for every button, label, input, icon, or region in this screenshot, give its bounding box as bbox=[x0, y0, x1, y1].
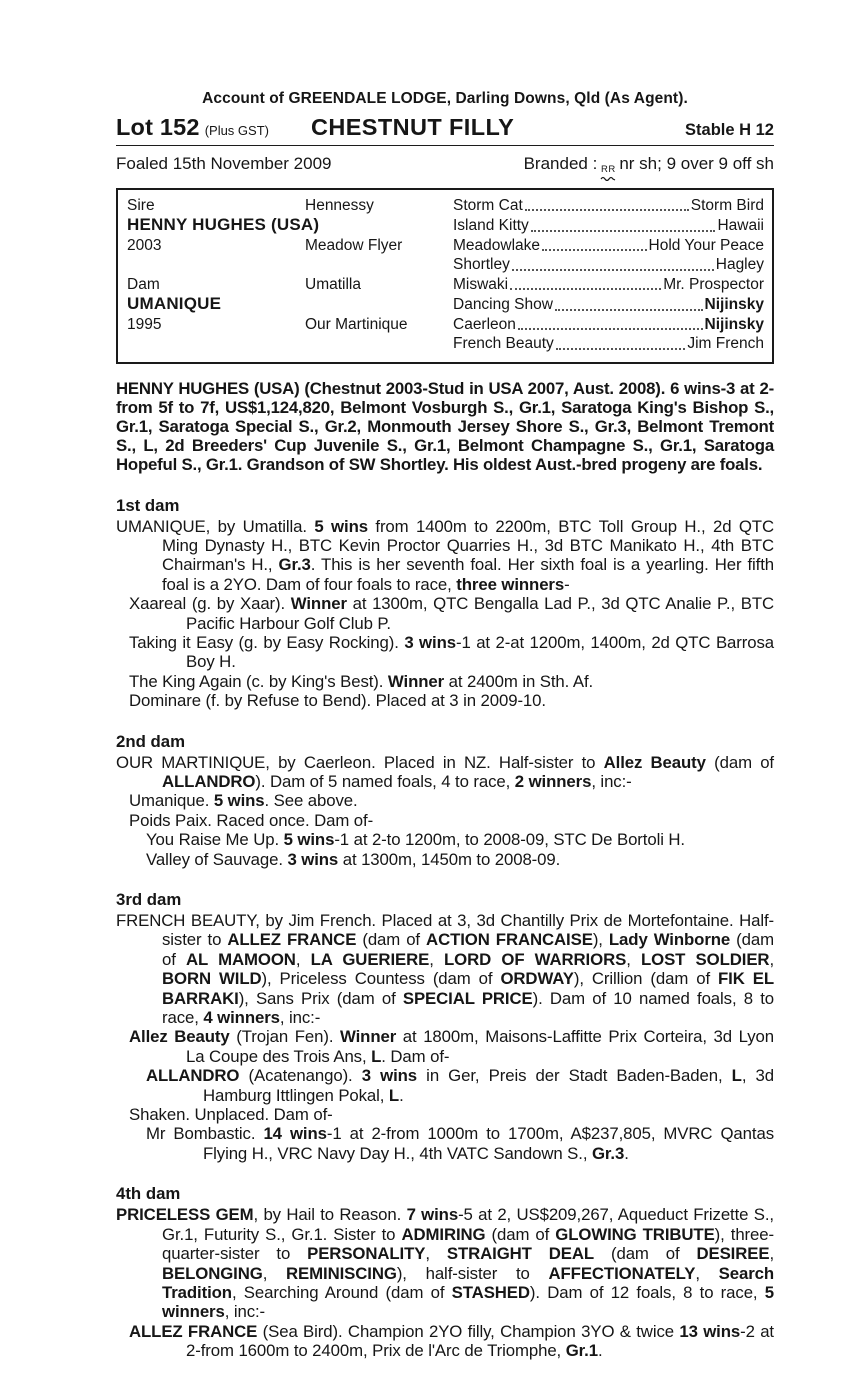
pedigree-paragraph: FRENCH BEAUTY, by Jim French. Placed at 3, 3d Chantilly Prix de Mortefontaine. Half-sister to ALLEZ FRANCE (dam of ACTION FRANCAISE), Lady Winborne (dam of AL MAMOON, LA GUERIERE, LORD OF WARRIORS, LOST SOLDIER, BORN WILD), Priceless Countess (dam of ORDWAY), Crillion (dam of FIK EL BARRAKI), Sans Prix (dam of SPECIAL PRICE). Dam of 10 named foals, 8 to race, 4 winners, inc:- bbox=[116, 911, 775, 1028]
section-2nd-dam bbox=[116, 732, 774, 869]
pedigree-paragraph: The King Again (c. by King's Best). Winner at 2400m in Sth. Af. bbox=[129, 671, 594, 691]
pedigree-entry: 2003 bbox=[127, 236, 162, 254]
pedigree-cell-role bbox=[127, 334, 305, 354]
grandsire-name: Island Kitty bbox=[453, 217, 529, 234]
great-grandsire-name bbox=[649, 236, 764, 256]
pedigree-paragraph: You Raise Me Up. 5 wins-1 at 2-to 1200m, to 2008-09, STC De Bortoli H. bbox=[146, 830, 685, 850]
pedigree-row bbox=[127, 196, 764, 216]
pedigree-row bbox=[127, 294, 764, 315]
brand-squiggle-icon bbox=[600, 175, 616, 181]
pedigree-row bbox=[127, 275, 764, 295]
pedigree-cell-grandparents bbox=[453, 294, 764, 315]
pedigree-entry: Hawaii bbox=[717, 217, 764, 234]
dot-leader bbox=[555, 309, 703, 311]
pedigree-table bbox=[116, 188, 774, 364]
pedigree-paragraph: Allez Beauty (Trojan Fen). Winner at 1800m, Maisons-Laffitte Prix Corteira, 3d Lyon La Coupe des Trois Ans, L. Dam of- bbox=[129, 1027, 775, 1066]
brand-mark-icon bbox=[600, 165, 616, 181]
pedigree-row bbox=[127, 236, 764, 256]
stable-number: Stable H 12 bbox=[685, 121, 774, 139]
pedigree-cell-grandparents bbox=[453, 315, 764, 335]
brand-letters: RR bbox=[600, 164, 616, 175]
pedigree-cell-parent bbox=[305, 315, 453, 335]
pedigree-paragraph: Umanique. 5 wins. See above. bbox=[129, 791, 358, 811]
pedigree-row bbox=[127, 255, 764, 275]
section-heading: 1st dam bbox=[116, 495, 180, 515]
section-3rd-dam bbox=[116, 890, 774, 1163]
dot-leader bbox=[510, 288, 661, 290]
pedigree-cell-role bbox=[127, 236, 305, 256]
pedigree-row bbox=[127, 334, 764, 354]
pedigree-entry: Nijinsky bbox=[704, 315, 764, 333]
pedigree-paragraph: ALLEZ FRANCE (Sea Bird). Champion 2YO filly, Champion 3YO & twice 13 wins-2 at 2-from 1600m to 2400m, Prix de l'Arc de Triomphe, Gr.1. bbox=[129, 1321, 774, 1361]
pedigree-paragraph: Taking it Easy (g. by Easy Rocking). 3 wins-1 at 2-at 1200m, 1400m, 2d QTC Barrosa Boy H. bbox=[129, 632, 774, 672]
pedigree-paragraph: Shaken. Unplaced. Dam of- bbox=[129, 1105, 333, 1125]
pedigree-row bbox=[127, 315, 764, 335]
pedigree-paragraph: Mr Bombastic. 14 wins-1 at 2-from 1000m to 1700m, A$237,805, MVRC Qantas Flying H., VRC Navy Day H., 4th VATC Sandown S., Gr.3. bbox=[146, 1124, 774, 1163]
pedigree-paragraph: Xaareal (g. by Xaar). Winner at 1300m, QTC Bengalla Lad P., 3d QTC Analie P., BTC Pacific Harbour Golf Club P. bbox=[129, 594, 774, 633]
pedigree-paragraph: ALLANDRO (Acatenango). 3 wins in Ger, Preis der Stadt Baden-Baden, L, 3d Hamburg Ittlingen Pokal, L. bbox=[146, 1066, 774, 1105]
grandsire-name: Storm Cat bbox=[453, 196, 523, 214]
pedigree-entry: 1995 bbox=[127, 315, 162, 333]
pedigree-cell-role bbox=[127, 315, 305, 335]
foal-brand-row bbox=[116, 154, 774, 178]
pedigree-paragraph: Poids Paix. Raced once. Dam of- bbox=[129, 810, 374, 830]
header-divider bbox=[116, 145, 774, 146]
pedigree-entry: Meadow Flyer bbox=[305, 236, 403, 254]
grandsire-name: Dancing Show bbox=[453, 296, 553, 313]
section-heading: 3rd dam bbox=[116, 890, 182, 910]
pedigree-cell-parent bbox=[305, 294, 453, 315]
great-grandsire-name bbox=[687, 334, 764, 354]
page-title: CHESTNUT FILLY bbox=[310, 114, 515, 140]
pedigree-cell-grandparents bbox=[453, 275, 764, 295]
dot-leader bbox=[512, 269, 714, 271]
pedigree-cell-role bbox=[127, 196, 305, 216]
pedigree-cell-role bbox=[127, 294, 305, 315]
pedigree-paragraph: UMANIQUE, by Umatilla. 5 wins from 1400m to 2200m, BTC Toll Group H., 2d QTC Ming Dynasty H., BTC Kevin Proctor Quarries H., 3d BTC Manikato H., 4th BTC Chairman's H., Gr.3. This is her seventh foal. Her sixth foal is a yearling. Her fifth foal is a 2YO. Dam of four foals to race, three winners- bbox=[116, 516, 775, 594]
pedigree-cell-role bbox=[127, 215, 320, 236]
pedigree-entry: Jim French bbox=[687, 335, 764, 352]
grandsire-name: French Beauty bbox=[453, 335, 554, 352]
grandsire-name: Meadowlake bbox=[453, 236, 541, 254]
sire-summary: HENNY HUGHES (USA) (Chestnut 2003-Stud in USA 2007, Aust. 2008). 6 wins-3 at 2-from 5f to 7f, US$1,124,820, Belmont Vosburgh S., Gr.1, Saratoga King's Bishop S., Gr.1, Saratoga Special S., Gr.2, Monmouth Jersey Shore S., Gr.3, Belmont Tremont S., L, 2d Breeders' Cup Juvenile S., Gr.1, Belmont Champagne S., Gr.1, Saratoga Hopeful S., Gr.1. Grandson of SW Shortley. His oldest Aust.-bred progeny are foals. bbox=[116, 378, 774, 475]
great-grandsire-name bbox=[705, 315, 764, 335]
pedigree-cell-parent bbox=[305, 236, 453, 256]
sire-name: HENNY HUGHES (USA) bbox=[127, 215, 320, 234]
great-grandsire-name bbox=[716, 255, 764, 275]
pedigree-row bbox=[127, 215, 764, 236]
pedigree-entry: Sire bbox=[127, 196, 155, 214]
branded-label: Branded : bbox=[523, 154, 598, 173]
pedigree-entry: Hold Your Peace bbox=[648, 236, 764, 254]
section-1st-dam bbox=[116, 496, 774, 711]
pedigree-cell-grandparents bbox=[453, 255, 764, 275]
pedigree-cell-grandparents bbox=[453, 215, 764, 236]
brand-description bbox=[524, 154, 774, 178]
brand-placement: nr sh; 9 over 9 off sh bbox=[619, 154, 774, 173]
grandsire-name: Shortley bbox=[453, 256, 510, 273]
pedigree-cell-parent bbox=[305, 275, 453, 295]
dam-name: UMANIQUE bbox=[127, 294, 222, 313]
pedigree-cell-role bbox=[127, 255, 305, 275]
dot-leader bbox=[556, 348, 686, 350]
pedigree-entry: Storm Bird bbox=[690, 196, 764, 214]
lot-number: Lot 152 bbox=[116, 114, 200, 140]
great-grandsire-name bbox=[705, 295, 764, 315]
pedigree-cell-role bbox=[127, 275, 305, 295]
dot-leader bbox=[542, 249, 646, 251]
pedigree-entry: Umatilla bbox=[305, 275, 361, 293]
foaling-date: Foaled 15th November 2009 bbox=[116, 154, 332, 173]
account-line: Account of GREENDALE LODGE, Darling Downs, Qld (As Agent). bbox=[202, 90, 688, 107]
pedigree-cell-parent bbox=[305, 215, 453, 236]
great-grandsire-name bbox=[663, 275, 764, 295]
section-4th-dam bbox=[116, 1184, 774, 1360]
section-heading: 4th dam bbox=[116, 1184, 181, 1204]
pedigree-paragraph: Dominare (f. by Refuse to Bend). Placed at 3 in 2009-10. bbox=[129, 691, 546, 711]
pedigree-entry: Hagley bbox=[715, 256, 764, 273]
pedigree-entry: Nijinsky bbox=[704, 296, 764, 313]
lot-header-row bbox=[116, 114, 774, 141]
pedigree-cell-parent bbox=[305, 196, 453, 216]
pedigree-paragraph: Valley of Sauvage. 3 wins at 1300m, 1450m to 2008-09. bbox=[146, 849, 561, 869]
pedigree-entry: Hennessy bbox=[305, 196, 374, 214]
great-grandsire-name bbox=[717, 216, 764, 236]
pedigree-entry: Mr. Prospector bbox=[663, 275, 764, 293]
dot-leader bbox=[525, 209, 689, 211]
pedigree-paragraph: OUR MARTINIQUE, by Caerleon. Placed in NZ. Half-sister to Allez Beauty (dam of ALLANDRO). Dam of 5 named foals, 4 to race, 2 winners, inc:- bbox=[116, 752, 774, 791]
pedigree-entry: Our Martinique bbox=[305, 315, 408, 333]
pedigree-cell-grandparents bbox=[453, 236, 764, 256]
pedigree-cell-grandparents bbox=[453, 334, 764, 354]
great-grandsire-name bbox=[691, 196, 764, 216]
dot-leader bbox=[518, 328, 703, 330]
pedigree-entry: Dam bbox=[127, 275, 160, 293]
pedigree-cell-parent bbox=[305, 255, 453, 275]
gst-note: (Plus GST) bbox=[204, 123, 269, 138]
dot-leader bbox=[531, 230, 716, 232]
pedigree-cell-parent bbox=[305, 334, 453, 354]
pedigree-cell-grandparents bbox=[453, 196, 764, 216]
grandsire-name: Miswaki bbox=[453, 275, 509, 293]
section-heading: 2nd dam bbox=[116, 731, 186, 751]
pedigree-paragraph: PRICELESS GEM, by Hail to Reason. 7 wins-5 at 2, US$209,267, Aqueduct Frizette S., Gr.1, Futurity S., Gr.1. Sister to ADMIRING (dam of GLOWING TRIBUTE), three-quarter-sister to PERSONALITY, STRAIGHT DEAL (dam of DESIREE, BELONGING, REMINISCING), half-sister to AFFECTIONATELY, Search Tradition, Searching Around (dam of STASHED). Dam of 12 foals, 8 to race, 5 winners, inc:- bbox=[116, 1205, 775, 1322]
grandsire-name: Caerleon bbox=[453, 315, 516, 333]
